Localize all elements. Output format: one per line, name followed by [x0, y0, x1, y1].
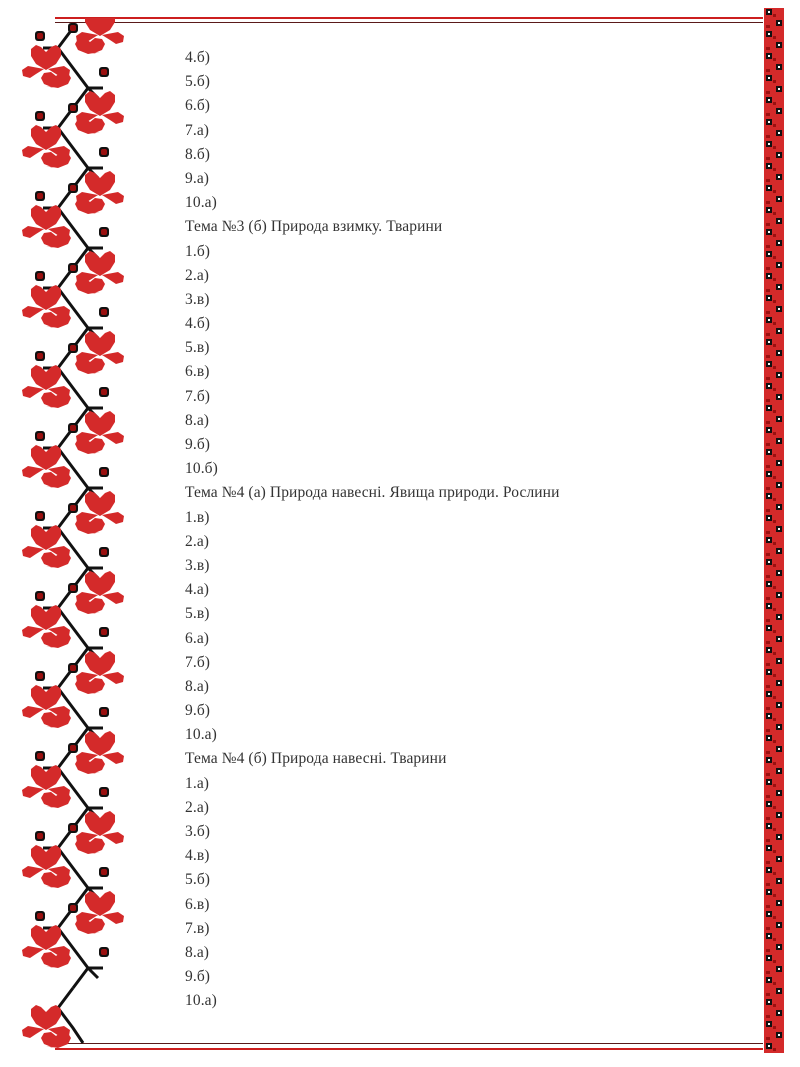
frame-bottom-outer-line	[55, 1048, 763, 1050]
answer-line: 4.б)	[185, 49, 211, 66]
answer-line: 1.б)	[185, 242, 211, 260]
embroidery-ornament-left	[18, 18, 128, 1048]
answer-line: 8.а)	[185, 677, 210, 695]
embroidery-ornament-right	[764, 8, 784, 1053]
frame-top-outer-line	[55, 17, 763, 19]
answer-line: 7.в)	[185, 919, 210, 937]
answer-line: 3.в)	[185, 290, 210, 308]
answer-line: 5.в)	[185, 339, 210, 357]
frame-top-inner-line	[55, 22, 763, 23]
topic-heading: Тема №4 (б) Природа навесні. Тварини	[185, 750, 447, 768]
answer-line: 10.а)	[185, 992, 217, 1010]
answer-line: 6.в)	[185, 895, 210, 913]
answer-line: 6.б)	[185, 97, 211, 115]
answer-line: 4.а)	[185, 581, 210, 599]
topic-heading: Тема №3 (б) Природа взимку. Тварини	[185, 218, 443, 236]
answer-line: 9.б)	[185, 702, 211, 720]
answer-line: 4.в)	[185, 847, 210, 865]
answer-list	[185, 46, 745, 1014]
answer-line: 8.а)	[185, 411, 210, 429]
answer-line: 10.б)	[185, 460, 218, 478]
answer-line: 9.а)	[185, 169, 210, 187]
answer-line: 9.б)	[185, 436, 211, 453]
answer-line: 4.б)	[185, 315, 211, 333]
answer-line: 9.б)	[185, 968, 211, 986]
answer-line: 1.в)	[185, 508, 210, 526]
answer-line: 5.б)	[185, 73, 211, 91]
answer-line: 5.в)	[185, 605, 210, 623]
answer-line: 10.а)	[185, 726, 217, 744]
answer-line: 1.а)	[185, 774, 210, 792]
answer-line: 8.б)	[185, 145, 211, 163]
answer-line: 3.б)	[185, 823, 211, 840]
answer-line: 10.а)	[185, 194, 217, 212]
answer-line: 7.б)	[185, 387, 211, 405]
answer-line: 2.а)	[185, 532, 210, 550]
topic-heading: Тема №4 (а) Природа навесні. Явища природи. Рослини	[185, 484, 560, 502]
frame-bottom-inner-line	[55, 1043, 763, 1044]
answer-line: 7.б)	[185, 653, 211, 671]
answer-line: 5.б)	[185, 871, 211, 889]
answer-line: 8.а)	[185, 943, 210, 961]
answer-line: 7.а)	[185, 121, 210, 139]
answer-line: 3.в)	[185, 556, 210, 574]
answer-line: 6.в)	[185, 363, 210, 381]
answer-line: 2.а)	[185, 798, 210, 816]
answer-line: 2.а)	[185, 266, 210, 284]
answer-line: 6.а)	[185, 629, 210, 647]
